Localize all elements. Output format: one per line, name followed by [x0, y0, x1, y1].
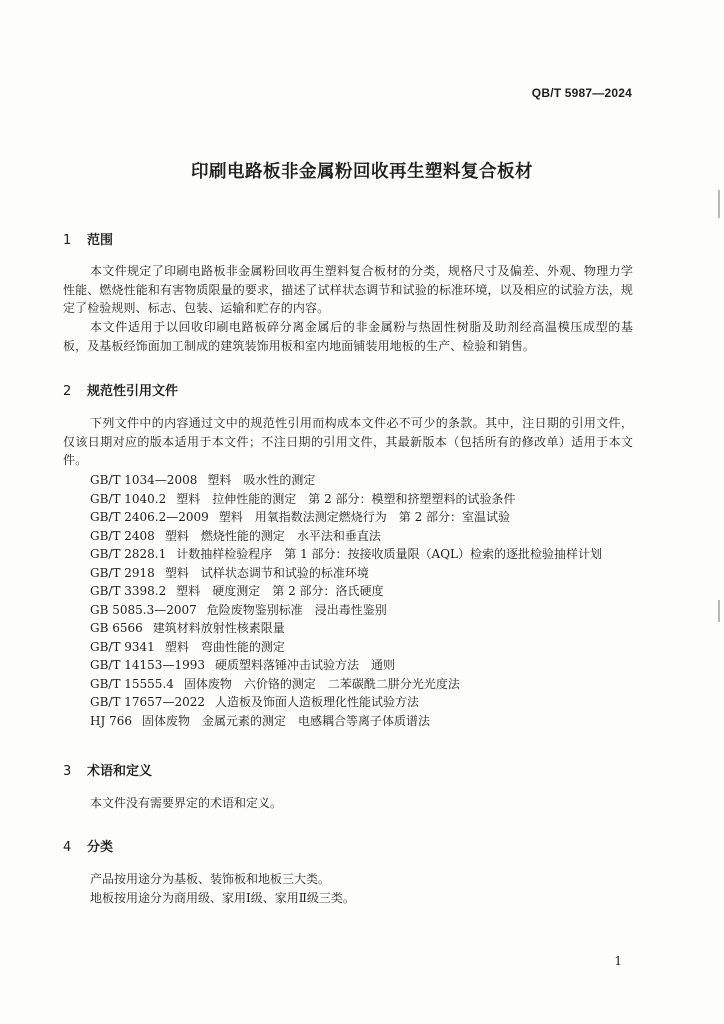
section-number: 4: [63, 840, 72, 855]
reference-title: 塑料 用氧指数法测定燃烧行为 第 2 部分：室温试验: [218, 510, 511, 524]
reference-item: [90, 638, 602, 657]
reference-code: HJ 766: [90, 713, 132, 728]
reference-code: GB 6566: [90, 621, 143, 635]
reference-item: [90, 582, 602, 601]
section-title: 分类: [87, 840, 114, 855]
reference-title: 固体废物 金属元素的测定 电感耦合等离子体质谱法: [142, 713, 431, 728]
reference-item: [90, 471, 602, 490]
section-number: 1: [63, 233, 72, 248]
reference-title: 硬质塑料落锤冲击试验方法 通则: [214, 658, 395, 672]
reference-item: [90, 712, 602, 731]
standard-code: QB/T 5987—2024: [531, 86, 632, 100]
reference-title: 计数抽样检验程序 第 1 部分：按接收质量限（AQL）检索的逐批检验抽样计划: [176, 547, 603, 561]
reference-item: [90, 545, 602, 564]
reference-code: GB/T 17657—2022: [90, 695, 205, 709]
reference-title: 建筑材料放射性核素限量: [152, 621, 285, 635]
reference-code: GB/T 9341: [90, 639, 155, 654]
reference-title: 固体废物 六价铬的测定 二苯碳酰二肼分光光度法: [183, 676, 460, 691]
reference-code: GB/T 15555.4: [90, 676, 174, 691]
reference-item: [90, 693, 602, 712]
document-title: 印刷电路板非金属粉回收再生塑料复合板材: [191, 162, 533, 182]
reference-title: 塑料 试样状态调节和试验的标准环境: [164, 565, 369, 580]
classification-line-1: 产品按用途分为基板、装饰板和地板三大类。: [90, 872, 331, 886]
section-1-heading: [63, 229, 113, 248]
reference-code: GB/T 2408: [90, 528, 155, 543]
section-title: 规范性引用文件: [87, 384, 179, 399]
section-title: 范围: [87, 233, 114, 248]
page-number: 1: [614, 954, 622, 968]
reference-code: GB/T 2406.2—2009: [90, 510, 209, 524]
section-2-heading: [63, 380, 178, 399]
scope-paragraph-2: 本文件适用于以回收印刷电路板碎分离金属后的非金属粉与热固性树脂及助剂经高温模压成型的基板，及基板经饰面加工制成的建筑装饰用板和室内地面铺装用地板的生产、检验和销售。: [63, 320, 633, 353]
reference-title: 塑料 吸水性的测定: [207, 473, 316, 487]
reference-title: 危险废物鉴别标准 浸出毒性鉴别: [206, 602, 387, 617]
reference-item: [90, 601, 602, 620]
reference-code: GB/T 2828.1: [90, 547, 167, 561]
reference-title: 人造板及饰面人造板理化性能试验方法: [214, 695, 419, 709]
scope-paragraph-1: 本文件规定了印刷电路板非金属粉回收再生塑料复合板材的分类，规格尺寸及偏差、外观、物理力学性能、燃烧性能和有害物质限量的要求，描述了试样状态调节和试验的标准环境，以及相应的试验方法，规定了检验规则、标志、包装、运输和贮存的内容。: [63, 264, 633, 315]
section-number: 3: [63, 764, 72, 779]
section-number: 2: [63, 384, 72, 399]
reference-item: [90, 527, 602, 546]
normative-references-list: [90, 471, 602, 730]
reference-title: 塑料 弯曲性能的测定: [164, 639, 285, 654]
reference-item: [90, 619, 602, 638]
section-title: 术语和定义: [87, 764, 153, 779]
reference-code: GB/T 1040.2: [90, 491, 167, 506]
reference-item: [90, 656, 602, 675]
reference-code: GB 5085.3—2007: [90, 602, 197, 617]
section-3-heading: [63, 760, 152, 779]
scan-edge-mark: [718, 190, 720, 218]
classification-line-2: 地板按用途分为商用级、家用Ⅰ级、家用Ⅱ级三类。: [90, 891, 355, 905]
reference-item: [90, 675, 602, 694]
reference-title: 塑料 硬度测定 第 2 部分：洛氏硬度: [176, 584, 384, 598]
reference-code: GB/T 3398.2: [90, 584, 167, 598]
reference-item: [90, 508, 602, 527]
reference-code: GB/T 2918: [90, 565, 155, 580]
reference-code: GB/T 1034—2008: [90, 473, 198, 487]
reference-title: 塑料 拉伸性能的测定 第 2 部分：模塑和挤塑塑料的试验条件: [176, 491, 516, 506]
scan-edge-mark: [718, 600, 720, 622]
terms-statement: 本文件没有需要界定的术语和定义。: [90, 796, 283, 810]
references-intro: 下列文件中的内容通过文中的规范性引用而构成本文件必不可少的条款。其中，注日期的引用文件，仅该日期对应的版本适用于本文件；不注日期的引用文件，其最新版本（包括所有的修改单）适用于本文件。: [63, 416, 633, 467]
reference-item: [90, 564, 602, 583]
reference-title: 塑料 燃烧性能的测定 水平法和垂直法: [164, 528, 381, 543]
reference-code: GB/T 14153—1993: [90, 658, 205, 672]
reference-item: [90, 490, 602, 509]
section-4-heading: [63, 836, 113, 855]
